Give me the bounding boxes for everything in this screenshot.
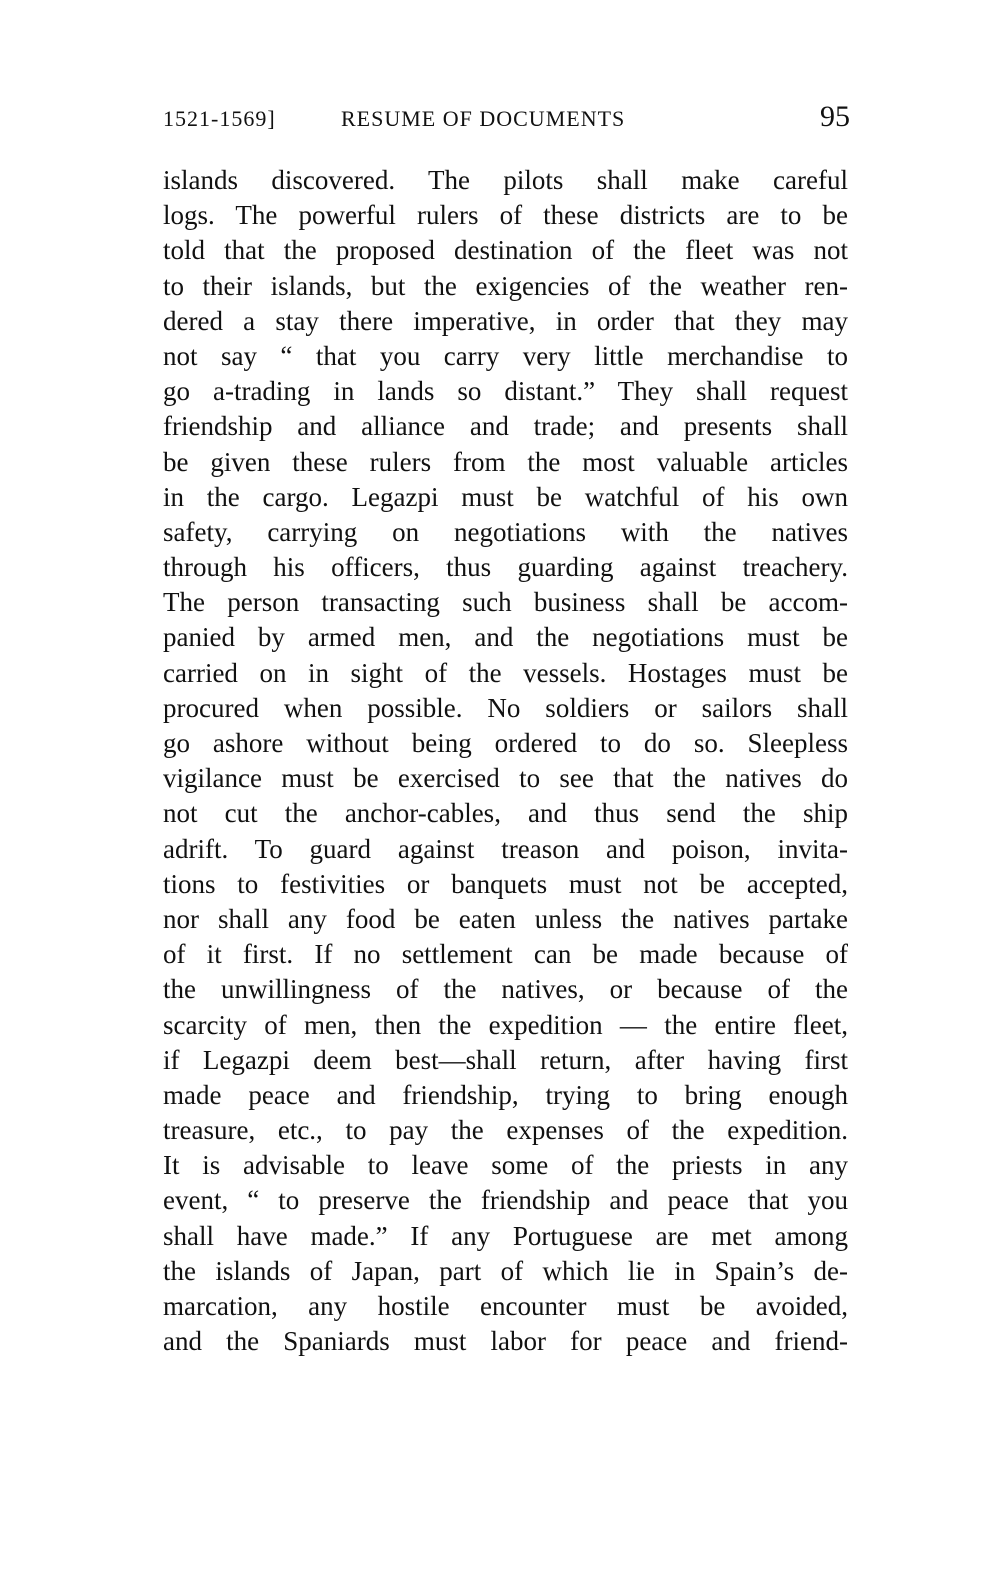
header-years: 1521-1569] [163, 106, 276, 131]
text-line: logs. The powerful rulers of these districts are to be [163, 200, 848, 231]
text-line: in the cargo. Legazpi must be watchful of his own [163, 481, 848, 512]
running-header [163, 100, 850, 140]
page-number: 95 [820, 100, 850, 133]
text-line: friendship and alliance and trade; and presents shall [163, 411, 848, 442]
text-line: be given these rulers from the most valuable articles [163, 446, 848, 477]
text-line: adrift. To guard against treason and poison, invita- [163, 833, 848, 864]
body-text [163, 163, 848, 1359]
text-line: The person transacting such business shall be accom- [163, 587, 848, 618]
text-line: shall have made.” If any Portuguese are met among [163, 1220, 848, 1251]
text-line: marcation, any hostile encounter must be avoided, [163, 1291, 848, 1321]
text-line: to their islands, but the exigencies of the weather ren- [163, 270, 848, 301]
text-line: not cut the anchor-cables, and thus send the ship [163, 798, 848, 829]
text-line: through his officers, thus guarding against treachery. [163, 552, 848, 583]
text-line: go ashore without being ordered to do so. Sleepless [163, 728, 848, 758]
text-line: safety, carrying on negotiations with the natives [163, 516, 848, 547]
text-line: scarcity of men, then the expedition — the entire fleet, [163, 1009, 848, 1040]
text-line: tions to festivities or banquets must not be accepted, [163, 868, 848, 899]
text-line: if Legazpi deem best—shall return, after having first [163, 1044, 848, 1075]
text-line: islands discovered. The pilots shall make careful [163, 165, 848, 195]
text-line: event, “ to preserve the friendship and peace that you [163, 1185, 848, 1216]
text-line: It is advisable to leave some of the priests in any [163, 1150, 848, 1181]
text-line: of it first. If no settlement can be made because of [163, 939, 848, 970]
text-line: nor shall any food be eaten unless the natives partake [163, 903, 848, 934]
text-line: treasure, etc., to pay the expenses of the expedition. [163, 1115, 848, 1146]
text-line: dered a stay there imperative, in order that they may [163, 305, 848, 336]
text-line: told that the proposed destination of the fleet was not [163, 235, 848, 266]
text-line: procured when possible. No soldiers or sailors shall [163, 692, 848, 723]
text-line: the unwillingness of the natives, or because of the [163, 974, 848, 1005]
text-line: made peace and friendship, trying to bring enough [163, 1079, 848, 1110]
text-line: carried on in sight of the vessels. Hostages must be [163, 657, 848, 688]
text-line: panied by armed men, and the negotiations must be [163, 622, 848, 653]
text-line: vigilance must be exercised to see that the natives do [163, 763, 848, 794]
text-line: the islands of Japan, part of which lie in Spain’s de- [163, 1255, 848, 1286]
text-line: go a-trading in lands so distant.” They shall request [163, 376, 848, 407]
header-title: RESUME OF DOCUMENTS [341, 106, 626, 131]
text-line: not say “ that you carry very little merchandise to [163, 340, 848, 371]
text-line: and the Spaniards must labor for peace and friend- [163, 1326, 848, 1357]
